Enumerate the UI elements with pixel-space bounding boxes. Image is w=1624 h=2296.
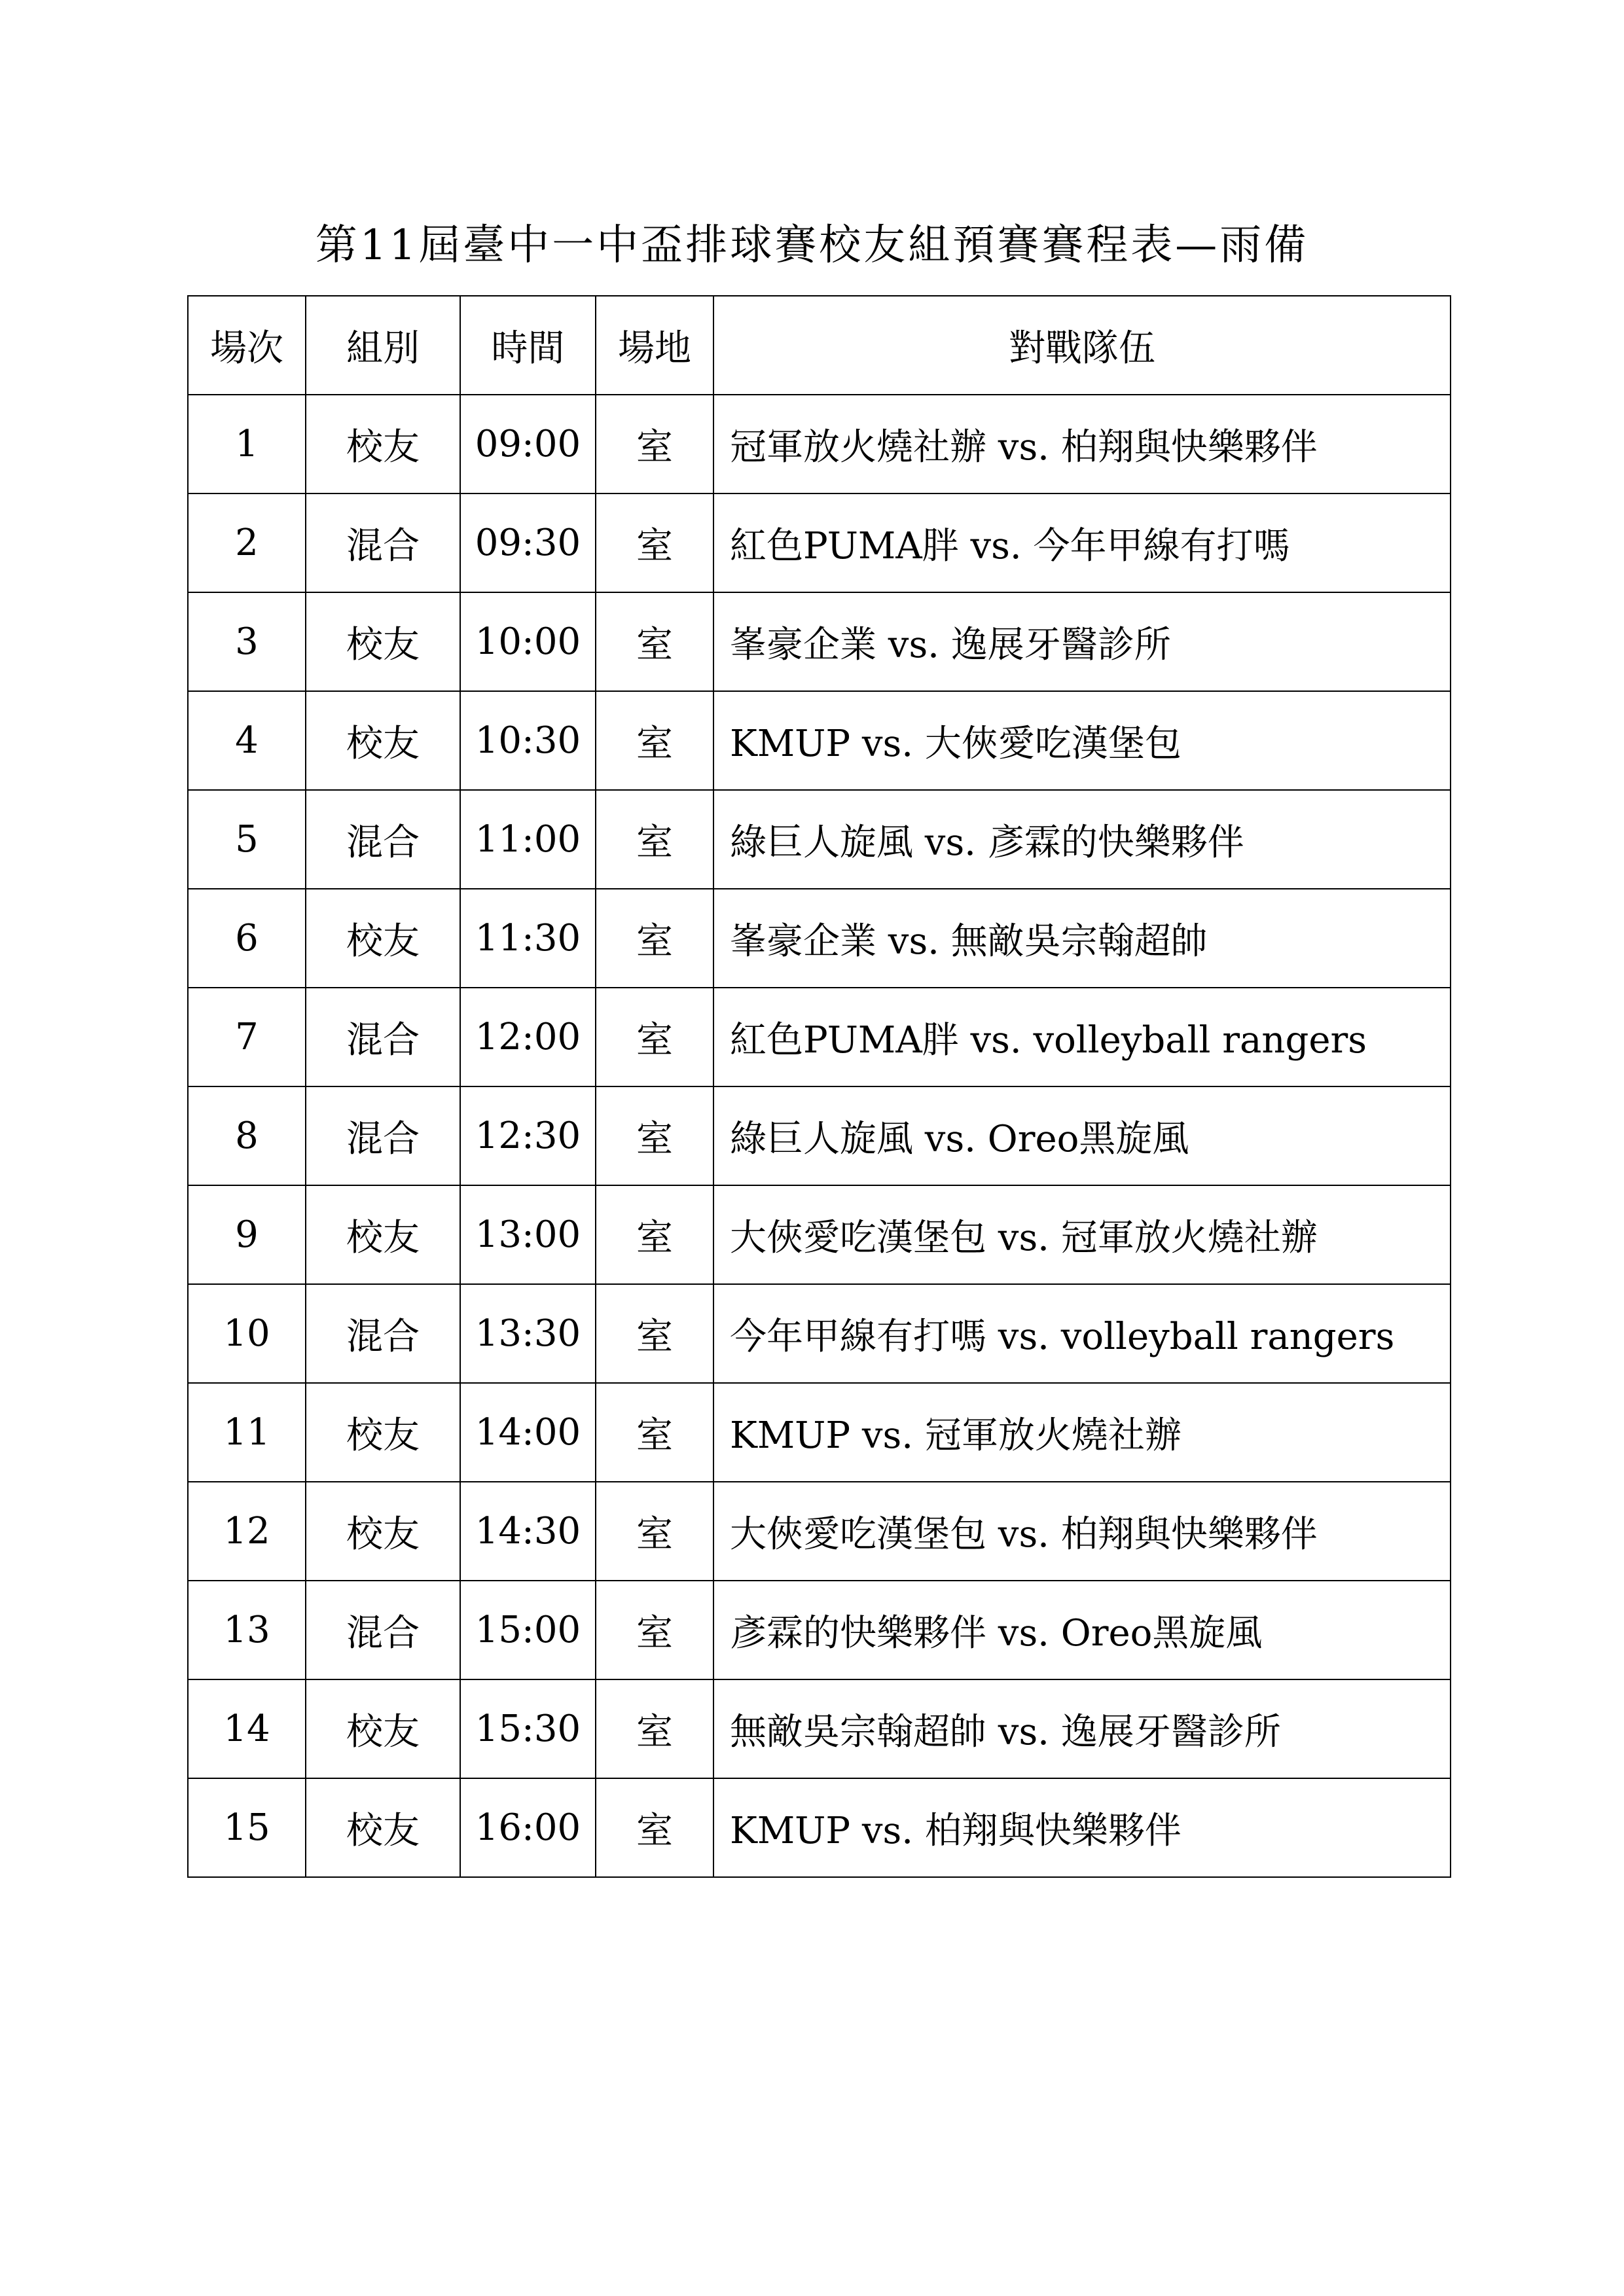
table-row (188, 493, 1451, 592)
match-venue: 室 (596, 1284, 713, 1383)
match-group: 校友 (306, 1679, 460, 1778)
match-time: 16:00 (460, 1778, 596, 1877)
match-number: 15 (188, 1778, 306, 1877)
match-venue: 室 (596, 1778, 713, 1877)
match-number: 10 (188, 1284, 306, 1383)
match-time: 10:00 (460, 592, 596, 691)
match-venue: 室 (596, 790, 713, 889)
table-row (188, 592, 1451, 691)
match-teams: 綠巨人旋風 vs. 彥霖的快樂夥伴 (713, 790, 1451, 889)
table-row (188, 1284, 1451, 1383)
match-teams: 彥霖的快樂夥伴 vs. Oreo黑旋風 (713, 1581, 1451, 1679)
header-match-no: 場次 (188, 296, 306, 395)
header-group: 組別 (306, 296, 460, 395)
match-venue: 室 (596, 493, 713, 592)
match-number: 11 (188, 1383, 306, 1482)
match-number: 9 (188, 1185, 306, 1284)
match-teams: KMUP vs. 大俠愛吃漢堡包 (713, 691, 1451, 790)
match-time: 09:00 (460, 395, 596, 493)
match-group: 混合 (306, 1581, 460, 1679)
header-teams: 對戰隊伍 (713, 296, 1451, 395)
match-number: 2 (188, 493, 306, 592)
match-teams: 紅色PUMA胖 vs. 今年甲線有打嗎 (713, 493, 1451, 592)
table-header-row (188, 296, 1451, 395)
match-group: 校友 (306, 1185, 460, 1284)
match-teams: 大俠愛吃漢堡包 vs. 柏翔與快樂夥伴 (713, 1482, 1451, 1581)
match-time: 15:00 (460, 1581, 596, 1679)
table-row (188, 1679, 1451, 1778)
match-number: 8 (188, 1086, 306, 1185)
match-number: 5 (188, 790, 306, 889)
table-row (188, 1482, 1451, 1581)
table-row (188, 691, 1451, 790)
match-group: 混合 (306, 790, 460, 889)
match-time: 13:00 (460, 1185, 596, 1284)
match-time: 11:30 (460, 889, 596, 988)
page-title: 第11屆臺中一中盃排球賽校友組預賽賽程表—雨備 (315, 221, 1309, 270)
match-venue: 室 (596, 1086, 713, 1185)
match-venue: 室 (596, 395, 713, 493)
match-group: 校友 (306, 592, 460, 691)
match-group: 混合 (306, 988, 460, 1086)
match-venue: 室 (596, 592, 713, 691)
match-group: 校友 (306, 889, 460, 988)
match-number: 7 (188, 988, 306, 1086)
match-group: 混合 (306, 1284, 460, 1383)
match-group: 混合 (306, 493, 460, 592)
match-teams: 大俠愛吃漢堡包 vs. 冠軍放火燒社辦 (713, 1185, 1451, 1284)
match-time: 12:00 (460, 988, 596, 1086)
table-row (188, 1778, 1451, 1877)
table-row (188, 1086, 1451, 1185)
match-number: 12 (188, 1482, 306, 1581)
match-group: 校友 (306, 691, 460, 790)
match-venue: 室 (596, 1185, 713, 1284)
table-row (188, 889, 1451, 988)
match-number: 6 (188, 889, 306, 988)
table-row (188, 1581, 1451, 1679)
match-time: 12:30 (460, 1086, 596, 1185)
match-venue: 室 (596, 1679, 713, 1778)
match-number: 14 (188, 1679, 306, 1778)
match-teams: 紅色PUMA胖 vs. volleyball rangers (713, 988, 1451, 1086)
table-row (188, 790, 1451, 889)
table-row (188, 1383, 1451, 1482)
match-teams: KMUP vs. 冠軍放火燒社辦 (713, 1383, 1451, 1482)
match-time: 14:30 (460, 1482, 596, 1581)
match-group: 校友 (306, 1482, 460, 1581)
match-teams: KMUP vs. 柏翔與快樂夥伴 (713, 1778, 1451, 1877)
table-row (188, 395, 1451, 493)
match-group: 校友 (306, 395, 460, 493)
match-group: 校友 (306, 1383, 460, 1482)
match-venue: 室 (596, 1383, 713, 1482)
match-venue: 室 (596, 889, 713, 988)
match-teams: 峯豪企業 vs. 無敵吳宗翰超帥 (713, 889, 1451, 988)
match-number: 3 (188, 592, 306, 691)
match-time: 13:30 (460, 1284, 596, 1383)
header-venue: 場地 (596, 296, 713, 395)
match-teams: 峯豪企業 vs. 逸展牙醫診所 (713, 592, 1451, 691)
match-teams: 冠軍放火燒社辦 vs. 柏翔與快樂夥伴 (713, 395, 1451, 493)
match-time: 14:00 (460, 1383, 596, 1482)
match-number: 4 (188, 691, 306, 790)
match-venue: 室 (596, 1482, 713, 1581)
table-row (188, 988, 1451, 1086)
match-venue: 室 (596, 1581, 713, 1679)
header-time: 時間 (460, 296, 596, 395)
match-teams: 綠巨人旋風 vs. Oreo黑旋風 (713, 1086, 1451, 1185)
match-time: 09:30 (460, 493, 596, 592)
match-venue: 室 (596, 691, 713, 790)
match-time: 10:30 (460, 691, 596, 790)
match-venue: 室 (596, 988, 713, 1086)
match-teams: 無敵吳宗翰超帥 vs. 逸展牙醫診所 (713, 1679, 1451, 1778)
match-group: 校友 (306, 1778, 460, 1877)
match-time: 15:30 (460, 1679, 596, 1778)
match-time: 11:00 (460, 790, 596, 889)
table-row (188, 1185, 1451, 1284)
match-group: 混合 (306, 1086, 460, 1185)
schedule-table (187, 295, 1451, 1878)
match-number: 1 (188, 395, 306, 493)
match-number: 13 (188, 1581, 306, 1679)
match-teams: 今年甲線有打嗎 vs. volleyball rangers (713, 1284, 1451, 1383)
